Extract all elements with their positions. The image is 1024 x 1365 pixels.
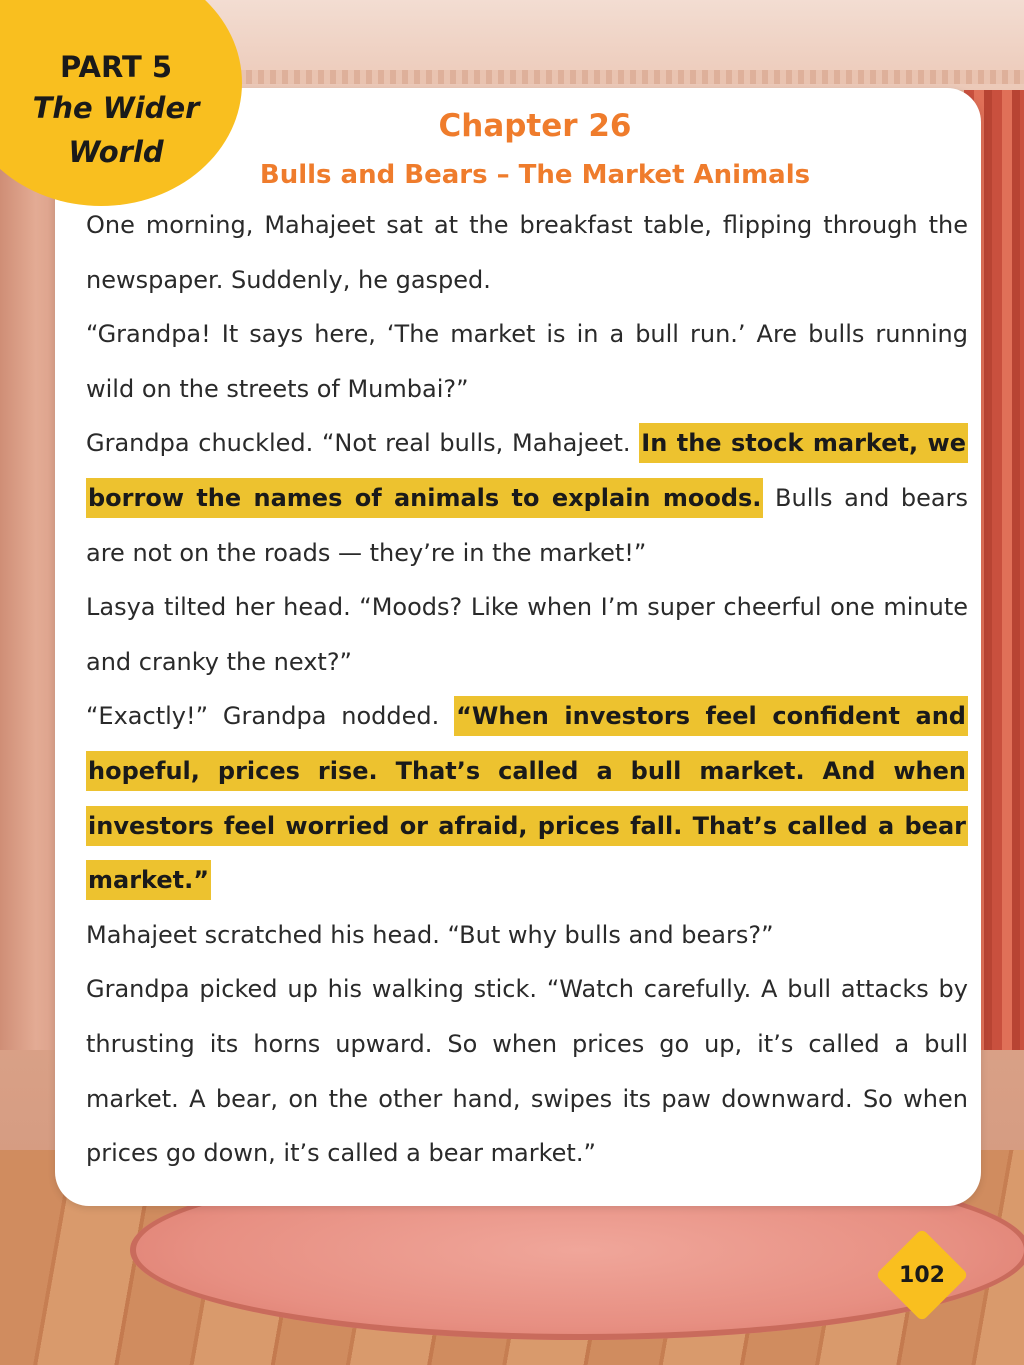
background-curtain-left [0, 150, 60, 1050]
paragraph [86, 689, 968, 907]
paragraph [86, 416, 968, 580]
paragraph: Grandpa picked up his walking stick. “Watch carefully. A bull attacks by thrusting its horns upward. So when prices go up, it’s called a bull market. A bear, on the other hand, swipes its paw downward. So when prices go down, it’s called a bear market.” [86, 975, 968, 1168]
chapter-body [86, 198, 968, 1181]
highlighted-text: “When investors feel confident and hopeful, prices rise. That’s called a bull market. And when investors feel worried or afraid, prices fall. That’s called a bear market.” [86, 696, 968, 900]
paragraph: One morning, Mahajeet sat at the breakfast table, flipping through the newspaper. Suddenly, he gasped. [86, 211, 968, 294]
part-label [0, 48, 232, 174]
paragraph: Mahajeet scratched his head. “But why bulls and bears?” [86, 920, 774, 949]
highlighted-text: In the stock market, we borrow the names of animals to explain moods. [86, 423, 968, 518]
part-title: The Wider World [32, 91, 200, 169]
part-number: PART 5 [59, 50, 173, 84]
paragraph-text: “Exactly!” Grandpa nodded. [86, 702, 455, 731]
paragraph: Lasya tilted her head. “Moods? Like when I’m super cheerful one minute and cranky the next?” [86, 593, 968, 676]
paragraph: “Grandpa! It says here, ‘The market is in a bull run.’ Are bulls running wild on the streets of Mumbai?” [86, 320, 968, 403]
page-number-badge [874, 1227, 970, 1323]
paragraph-text: Bulls and bears are not on the roads — they’re in the market!” [86, 483, 969, 567]
chapter-number: Chapter 26 [438, 108, 632, 144]
paragraph-text: Grandpa chuckled. “Not real bulls, Mahajeet. [86, 429, 640, 458]
page-number: 102 [899, 1262, 945, 1288]
chapter-title: Bulls and Bears – The Market Animals [259, 160, 811, 190]
